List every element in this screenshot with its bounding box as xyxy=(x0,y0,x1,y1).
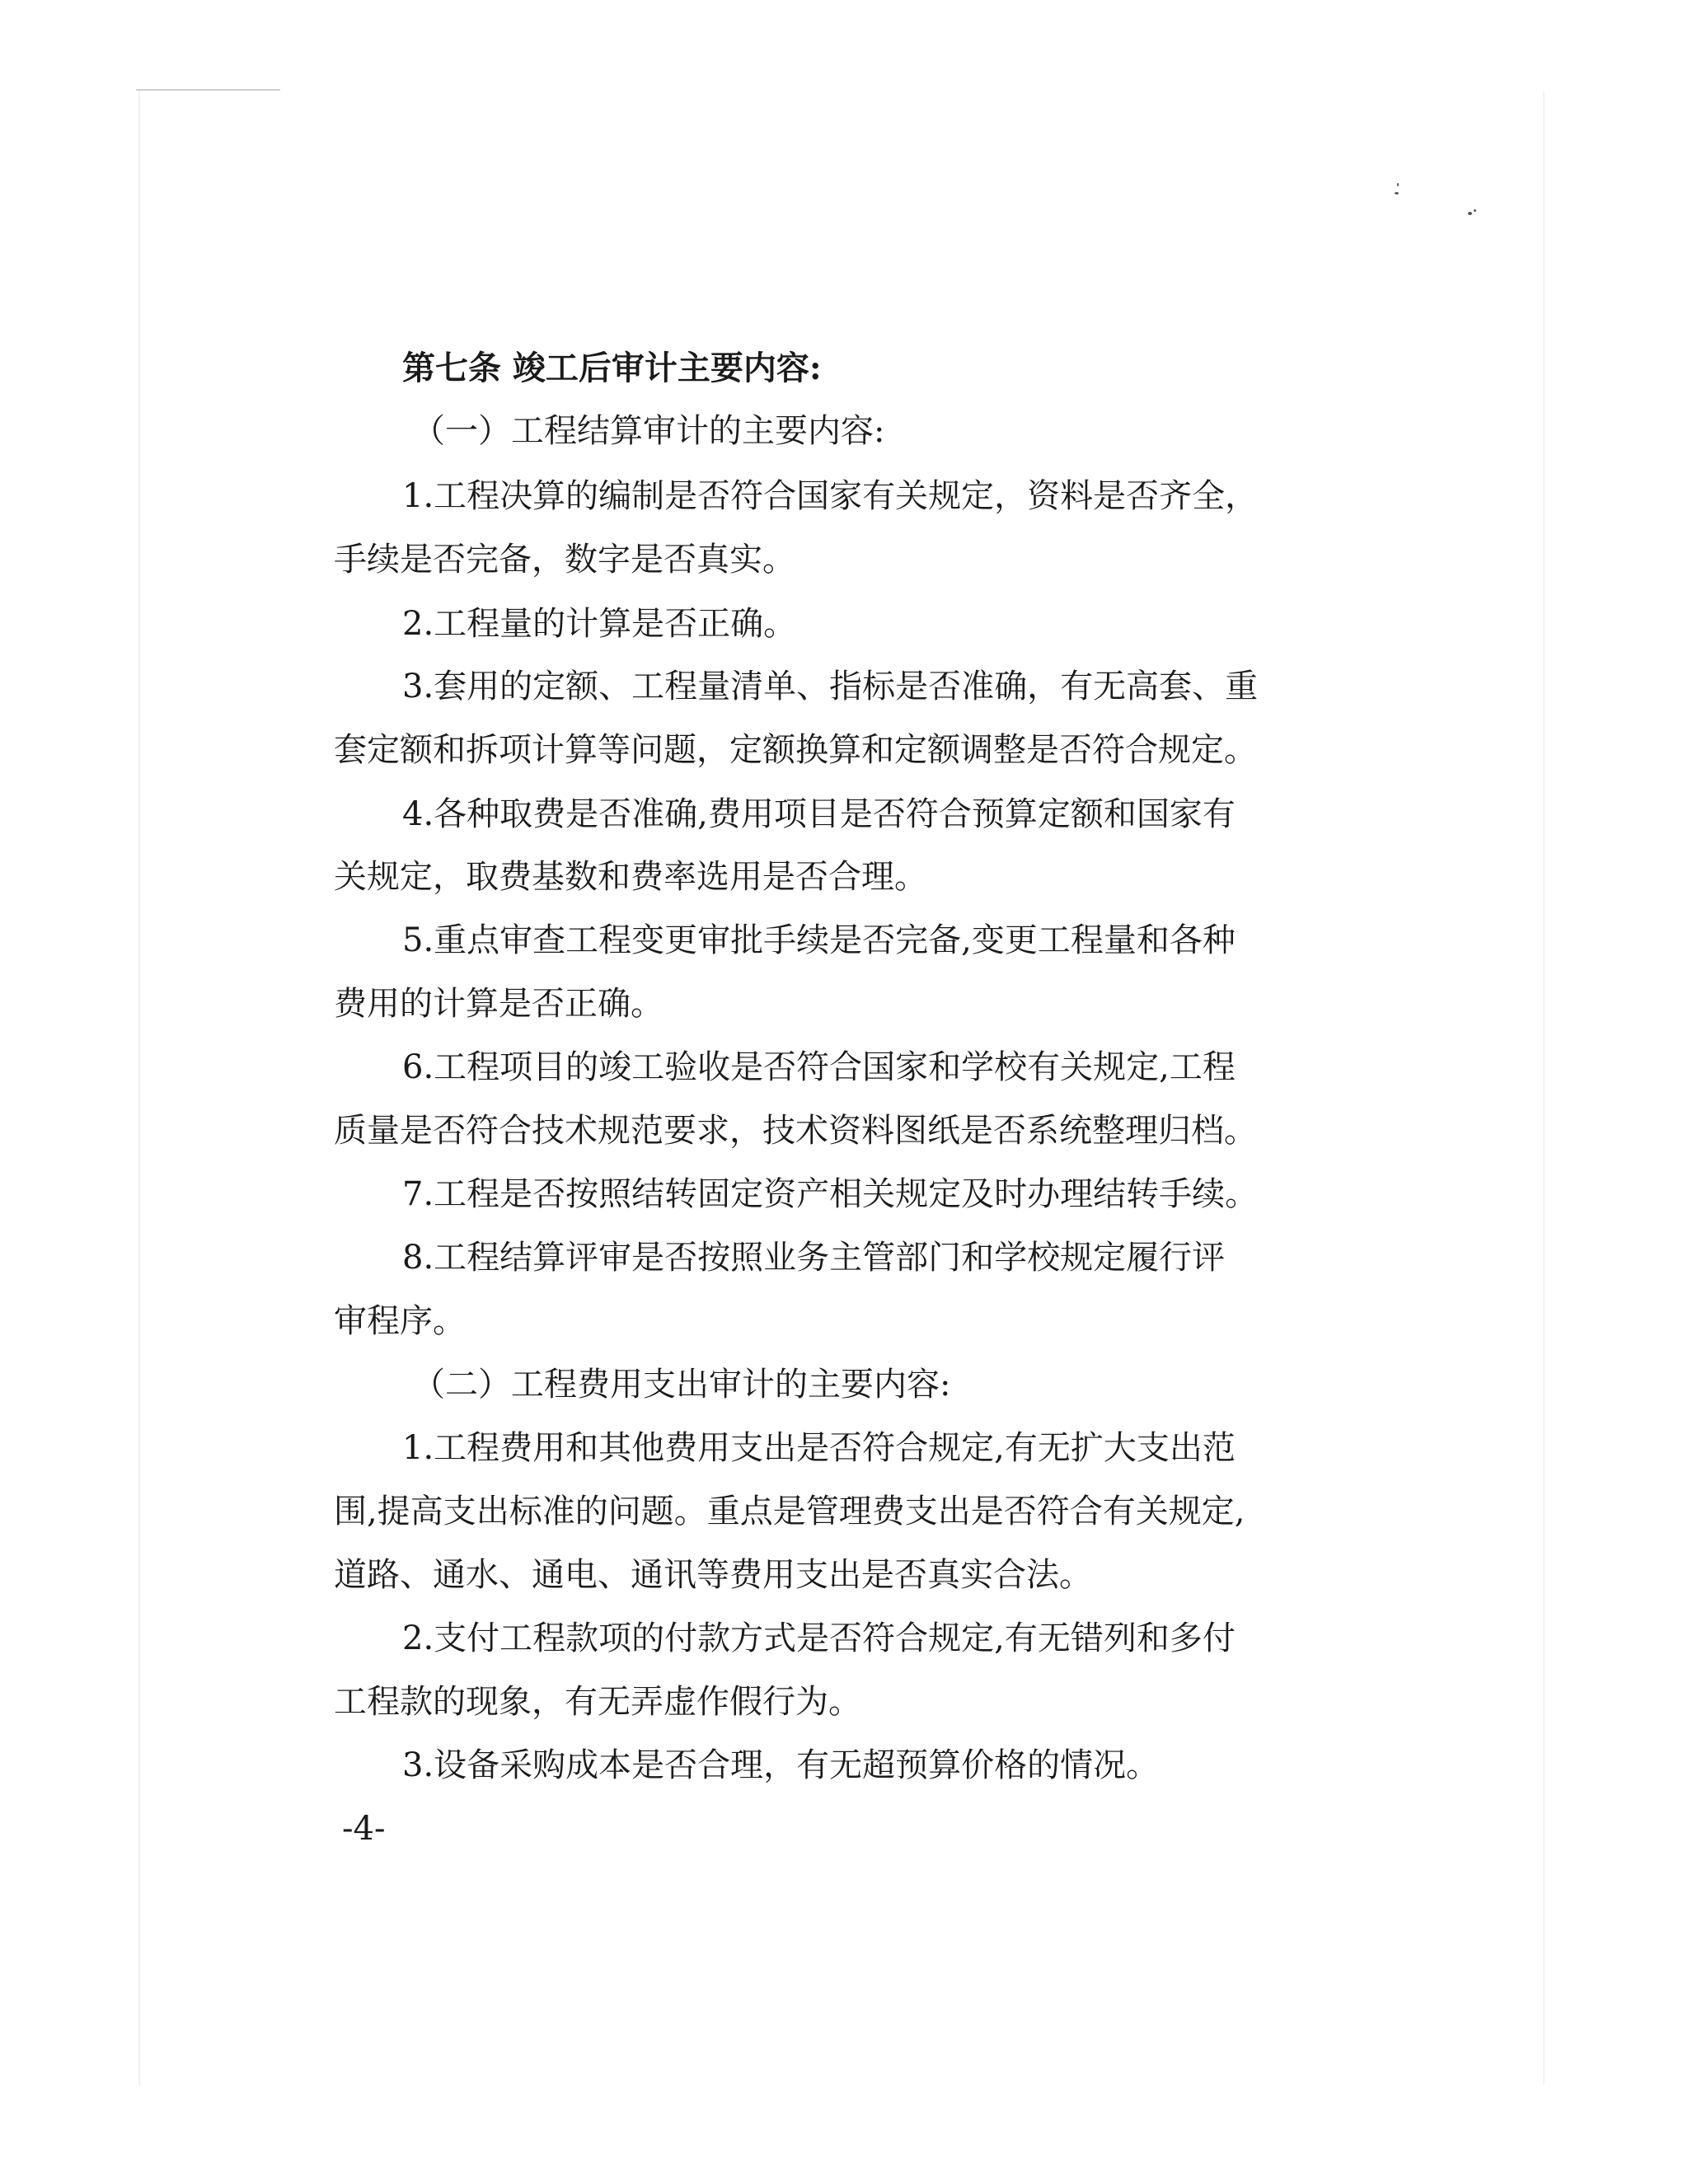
paragraph-line: 5.重点审查工程变更审批手续是否完备,变更工程量和各种 xyxy=(402,921,1236,959)
paragraph-line: 3.套用的定额、工程量清单、指标是否准确，有无高套、重 xyxy=(402,668,1259,705)
section-title: （一）工程结算审计的主要内容: xyxy=(412,412,885,450)
section-title: （二）工程费用支出审计的主要内容: xyxy=(412,1366,951,1404)
paragraph-line: 道路、通水、通电、通讯等费用支出是否真实合法。 xyxy=(334,1556,1092,1594)
paragraph-line: 8.工程结算评审是否按照业务主管部门和学校规定履行评 xyxy=(402,1239,1226,1277)
paragraph-line: 手续是否完备，数字是否真实。 xyxy=(334,541,795,579)
paragraph-line: 1.工程决算的编制是否符合国家有关规定，资料是否齐全， xyxy=(402,477,1259,515)
paragraph-line: 1.工程费用和其他费用支出是否符合规定,有无扩大支出范 xyxy=(402,1429,1236,1467)
paragraph-line: 围,提高支出标准的问题。重点是管理费支出是否符合有关规定, xyxy=(334,1493,1245,1530)
page-number: -4- xyxy=(342,1810,386,1848)
paragraph-line: 质量是否符合技术规范要求，技术资料图纸是否系统整理归档。 xyxy=(334,1112,1257,1150)
paragraph-line: 套定额和拆项计算等问题，定额换算和定额调整是否符合规定。 xyxy=(334,731,1257,769)
paragraph-line: 审程序。 xyxy=(334,1302,466,1340)
paragraph-line: 工程款的现象，有无弄虚作假行为。 xyxy=(334,1683,861,1721)
paragraph-line: 2.工程量的计算是否正确。 xyxy=(402,605,797,643)
paragraph-line: 4.各种取费是否准确,费用项目是否符合预算定额和国家有 xyxy=(402,795,1236,833)
paragraph-line: 7.工程是否按照结转固定资产相关规定及时办理结转手续。 xyxy=(402,1175,1259,1213)
paragraph-line: 3.设备采购成本是否合理，有无超预算价格的情况。 xyxy=(402,1746,1160,1784)
paragraph-line: 6.工程项目的竣工验收是否符合国家和学校有关规定,工程 xyxy=(402,1048,1236,1086)
paragraph-line: 关规定，取费基数和费率选用是否合理。 xyxy=(334,858,927,896)
paragraph-line: 费用的计算是否正确。 xyxy=(334,985,663,1023)
paragraph-line: 2.支付工程款项的付款方式是否符合规定,有无错列和多付 xyxy=(402,1619,1236,1657)
article-heading: 第七条 竣工后审计主要内容: xyxy=(402,349,822,387)
